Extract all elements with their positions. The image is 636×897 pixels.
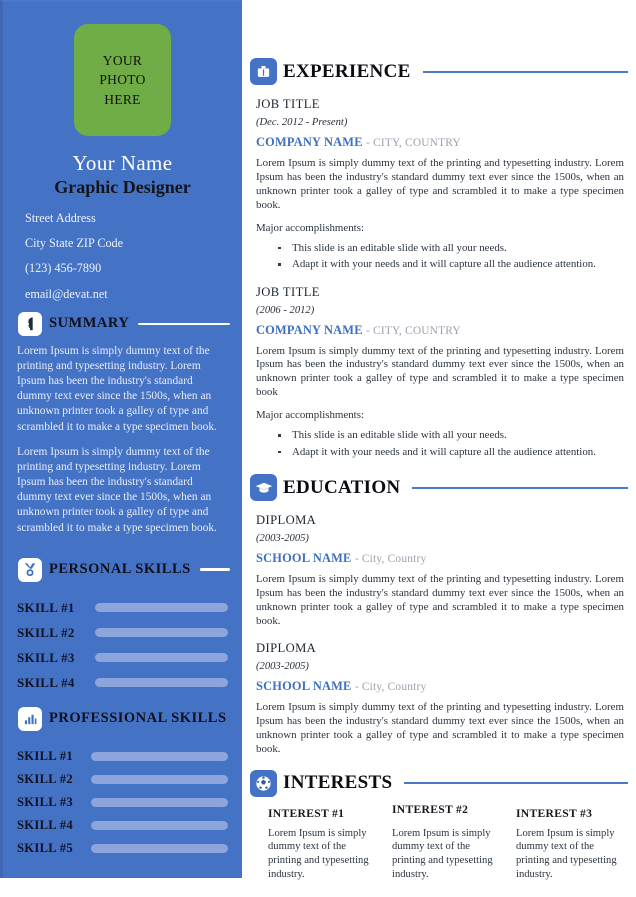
job-dates: (2006 - 2012) bbox=[256, 304, 315, 316]
professional-skills-list bbox=[3, 739, 242, 856]
interest-text: Lorem Ipsum is simply dummy text of the printing and typesetting industry. bbox=[392, 827, 493, 880]
interest-text: Lorem Ipsum is simply dummy text of the printing and typesetting industry. bbox=[516, 827, 617, 880]
skill-label: SKILL #4 bbox=[17, 674, 75, 690]
company-name: COMPANY NAME bbox=[256, 135, 363, 149]
accomplishments-list bbox=[256, 427, 624, 460]
experience-entry bbox=[250, 97, 628, 273]
job-title: JOB TITLE bbox=[256, 284, 320, 299]
skill-row bbox=[17, 818, 228, 833]
degree-description: Lorem Ipsum is simply dummy text of the printing and typesetting industry. Lorem Ipsum has been the industry's standard dummy text ever since the 1500s, when an unknown printer took a galley of type and scrambled it to make a type specimen book. bbox=[256, 573, 624, 627]
photo-placeholder[interactable] bbox=[74, 24, 171, 136]
company-location: - CITY, COUNTRY bbox=[365, 324, 461, 337]
personal-skills-list bbox=[3, 590, 242, 691]
interests-grid bbox=[250, 802, 628, 882]
company-location: - CITY, COUNTRY bbox=[365, 137, 461, 149]
interest-item bbox=[516, 807, 626, 882]
main-column bbox=[242, 0, 636, 897]
school-line bbox=[256, 551, 624, 566]
skill-track bbox=[91, 844, 228, 853]
interest-item bbox=[392, 802, 502, 882]
list-item: This slide is an editable slide with all your needs. bbox=[292, 240, 624, 256]
company-name: COMPANY NAME bbox=[256, 322, 363, 337]
skill-track bbox=[91, 775, 228, 784]
experience-entry bbox=[250, 285, 628, 461]
degree-title: DIPLOMA bbox=[256, 640, 317, 655]
degree-title: DIPLOMA bbox=[256, 513, 317, 528]
interest-title: INTEREST #2 bbox=[392, 802, 469, 816]
list-item: Adapt it with your needs and it will capture all the audience attention. bbox=[292, 444, 624, 460]
skill-track bbox=[91, 798, 228, 807]
skill-label: SKILL #3 bbox=[17, 649, 75, 665]
degree-dates: (2003-2005) bbox=[256, 660, 309, 672]
education-title: EDUCATION bbox=[283, 476, 401, 498]
skill-row bbox=[17, 600, 228, 616]
school-location: - City, Country bbox=[354, 553, 427, 566]
school-name: SCHOOL NAME bbox=[256, 551, 352, 566]
school-line bbox=[256, 679, 624, 694]
skill-row bbox=[17, 625, 228, 641]
bar-chart-icon bbox=[18, 707, 42, 731]
interests-rule bbox=[404, 782, 628, 784]
interest-text: Lorem Ipsum is simply dummy text of the printing and typesetting industry. bbox=[268, 827, 369, 880]
education-entry bbox=[250, 641, 628, 757]
briefcase-icon bbox=[250, 58, 277, 85]
education-entry bbox=[250, 513, 628, 629]
education-rule bbox=[412, 487, 628, 489]
job-company-line bbox=[256, 135, 624, 150]
person-role: Graphic Designer bbox=[54, 177, 191, 198]
medal-icon bbox=[18, 558, 42, 582]
skill-row bbox=[17, 772, 228, 787]
skill-row bbox=[17, 650, 228, 666]
interests-header bbox=[250, 770, 628, 797]
skill-row bbox=[17, 795, 228, 810]
interest-item bbox=[268, 807, 378, 882]
interests-title: INTERESTS bbox=[283, 772, 393, 794]
skill-row bbox=[17, 749, 228, 764]
person-head-icon bbox=[18, 312, 42, 336]
professional-skills-header bbox=[3, 707, 242, 731]
accomplishments-label: Major accomplishments: bbox=[256, 409, 364, 422]
experience-rule bbox=[423, 71, 628, 73]
skill-track bbox=[91, 752, 228, 761]
skill-track bbox=[91, 821, 228, 830]
skill-label: SKILL #3 bbox=[17, 794, 73, 809]
skill-row bbox=[17, 841, 228, 856]
summary-title: SUMMARY bbox=[49, 315, 130, 332]
personal-skills-header bbox=[3, 558, 242, 582]
degree-dates: (2003-2005) bbox=[256, 533, 309, 545]
personal-skills-rule bbox=[200, 568, 230, 571]
list-item: This slide is an editable slide with all your needs. bbox=[292, 427, 624, 443]
interest-title: INTEREST #1 bbox=[268, 806, 345, 820]
skill-track bbox=[95, 678, 228, 687]
graduation-cap-icon bbox=[250, 474, 277, 501]
interest-title: INTEREST #3 bbox=[516, 806, 593, 820]
photo-line-1: YOUR bbox=[102, 53, 143, 69]
skill-label: SKILL #1 bbox=[17, 748, 73, 763]
summary-paragraph-2: Lorem Ipsum is simply dummy text of the printing and typesetting industry. Lorem Ipsum has been the industry's standard dummy text ever since the 1500s, when an unknown printer took a galley of type and scrambled it to make a type specimen book. bbox=[17, 445, 217, 534]
contact-email: email@devat.net bbox=[25, 286, 108, 301]
sidebar bbox=[0, 0, 242, 878]
skill-label: SKILL #5 bbox=[17, 840, 73, 855]
photo-line-2: PHOTO bbox=[99, 72, 146, 88]
personal-skills-title: PERSONAL SKILLS bbox=[49, 561, 191, 578]
contact-city: City State ZIP Code bbox=[25, 236, 124, 251]
list-item: Adapt it with your needs and it will capture all the audience attention. bbox=[292, 256, 624, 272]
school-name: SCHOOL NAME bbox=[256, 678, 352, 693]
photo-line-3: HERE bbox=[104, 91, 141, 107]
skill-track bbox=[95, 628, 228, 637]
contact-street: Street Address bbox=[25, 210, 96, 225]
job-company-line bbox=[256, 323, 624, 338]
skill-label: SKILL #4 bbox=[17, 817, 73, 832]
skill-track bbox=[95, 653, 228, 662]
summary-rule bbox=[138, 323, 230, 326]
experience-header bbox=[250, 58, 628, 85]
soccer-ball-icon bbox=[250, 770, 277, 797]
degree-description: Lorem Ipsum is simply dummy text of the printing and typesetting industry. Lorem Ipsum has been the industry's standard dummy text ever since the 1500s, when an unknown printer took a galley of type and scrambled it to make a type specimen book. bbox=[256, 700, 624, 755]
skill-label: SKILL #2 bbox=[17, 624, 75, 640]
skill-row bbox=[17, 675, 228, 691]
skill-track bbox=[95, 603, 228, 612]
skill-label: SKILL #1 bbox=[17, 599, 75, 615]
summary-body bbox=[3, 336, 242, 536]
skill-label: SKILL #2 bbox=[17, 771, 73, 786]
job-dates: (Dec. 2012 - Present) bbox=[256, 117, 348, 128]
accomplishments-list bbox=[256, 240, 624, 273]
professional-skills-title: PROFESSIONAL SKILLS bbox=[49, 710, 227, 727]
contact-list bbox=[3, 211, 242, 302]
job-description: Lorem Ipsum is simply dummy text of the printing and typesetting industry. Lorem Ipsum has been the industry's standard dummy text ever since the 1500s, when an unknown printer took a galley of type and scrambled it to make a type specimen book bbox=[256, 344, 624, 399]
experience-title: EXPERIENCE bbox=[283, 60, 411, 82]
education-header bbox=[250, 474, 628, 501]
job-description: Lorem Ipsum is simply dummy text of the printing and typesetting industry. Lorem Ipsum has been the industry's standard dummy text ever since the 1500s, when an unknown printer took a galley of type and scrambled it to make a type specimen book. bbox=[256, 157, 624, 211]
accomplishments-label: Major accomplishments: bbox=[256, 221, 364, 234]
summary-paragraph-1: Lorem Ipsum is simply dummy text of the printing and typesetting industry. Lorem Ipsum has been the industry's standard dummy text ever since the 1500s, when an unknown printer took a galley of type and scrambled it to make a type specimen book. bbox=[17, 344, 217, 433]
contact-phone: (123) 456-7890 bbox=[25, 261, 102, 276]
person-name: Your Name bbox=[72, 151, 173, 175]
job-title: JOB TITLE bbox=[256, 97, 320, 111]
summary-header bbox=[3, 312, 242, 336]
school-location: - City, Country bbox=[354, 680, 427, 693]
